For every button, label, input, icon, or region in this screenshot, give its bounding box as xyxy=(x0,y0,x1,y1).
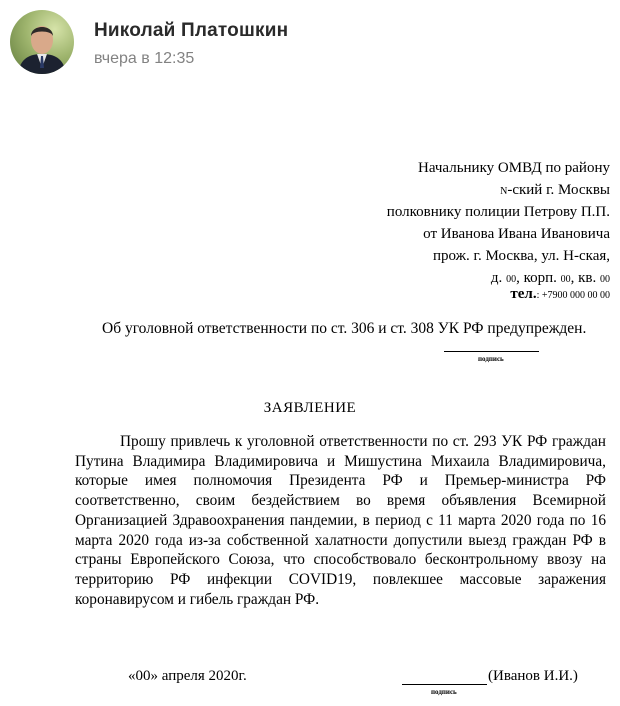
author-name[interactable]: Николай Платошкин xyxy=(94,20,289,41)
house-number: 00 xyxy=(506,274,517,285)
bottom-signature-caption: подпись xyxy=(431,688,457,696)
addressee-line-2 xyxy=(500,182,610,199)
flat-label: , кв. xyxy=(570,270,597,286)
district-prefix: N xyxy=(500,186,508,197)
building-label: , корп. xyxy=(516,270,557,286)
signature-caption: подпись xyxy=(478,355,504,363)
house-label: д. xyxy=(490,270,503,286)
signature-line xyxy=(444,351,539,352)
signer-name: (Иванов И.И.) xyxy=(488,668,578,684)
statement-date: «00» апреля 2020г. xyxy=(128,668,247,684)
bottom-signature-line xyxy=(402,684,487,685)
addressee-line-4: от Иванова Ивана Ивановича xyxy=(423,226,610,242)
addressee-line-6 xyxy=(491,270,610,287)
phone-label: тел. xyxy=(510,286,537,302)
phone-value: : +7900 000 00 00 xyxy=(536,290,610,301)
liability-warning: Об уголовной ответственности по ст. 306 и ст. 308 УК РФ предупрежден. xyxy=(102,320,587,337)
addressee-line-3: полковнику полиции Петрову П.П. xyxy=(386,204,610,220)
building-number: 00 xyxy=(560,274,571,285)
statement-title: ЗАЯВЛЕНИЕ xyxy=(263,400,357,416)
addressee-line-5: прож. г. Москва, ул. Н-ская, xyxy=(433,248,610,264)
flat-number: 00 xyxy=(600,274,610,285)
statement-body: Прошу привлечь к уголовной ответственности по ст. 293 УК РФ граждан Путина Владимира Владимировича и Мишустина Михаила Владимировича, которые имея полномочия Президента РФ и Премьер-министра РФ соответственно, своим бездействием во время объявления Всемирной Организацией Здравоохранения пандемии, в период с 11 марта 2020 года по 16 марта 2020 года из-за собственной халатности допустили выезд граждан РФ в страны Европейского Союза, что способствовало бесконтрольному ввозу на территорию РФ инфекции COVID19, повлекшее массовые заражения коронавирусом и гибель граждан РФ. xyxy=(75,433,606,608)
district-name: -ский г. Москвы xyxy=(507,182,610,198)
addressee-line-1: Начальнику ОМВД по району xyxy=(417,160,610,176)
post-time[interactable]: вчера в 12:35 xyxy=(94,50,195,67)
addressee-phone xyxy=(510,286,610,303)
